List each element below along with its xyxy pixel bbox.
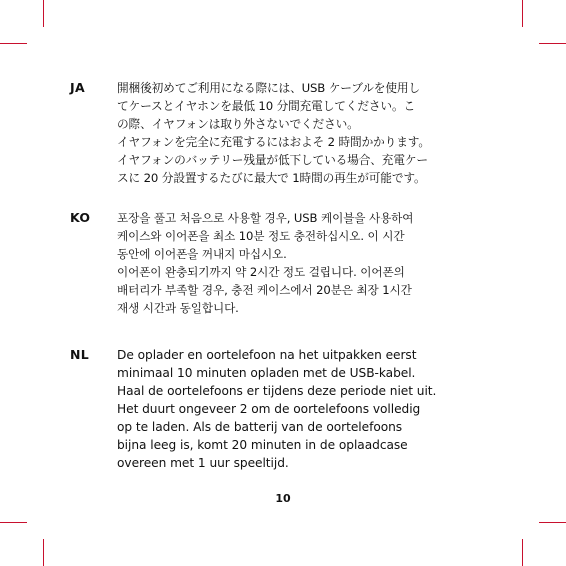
language-label: KO (70, 210, 91, 225)
text-line: 배터리가 부족할 경우, 충전 케이스에서 20분은 최장 1시간 (117, 283, 412, 297)
text-line: op te laden. Als de batterij van de oortelefoons (117, 420, 403, 434)
language-label: NL (70, 347, 90, 362)
text-line: の際、イヤフォンは取り外さないでください。 (117, 117, 359, 131)
text-line: 이어폰이 완충되기까지 약 2시간 정도 걸립니다. 이어폰의 (117, 265, 405, 279)
text-line: 동안에 이어폰을 꺼내지 마십시오. (117, 247, 287, 261)
text-line: overeen met 1 uur speeltijd. (117, 456, 289, 470)
text-line: Het duurt ongeveer 2 om de oortelefoons volledig (117, 402, 421, 416)
text-line: てケースとイヤホンを最低 10 分間充電してください。こ (117, 99, 416, 113)
section-text (117, 346, 492, 472)
text-line: 포장을 풀고 처음으로 사용할 경우, USB 케이블을 사용하여 (117, 211, 414, 225)
crop-mark-top-right-vertical (522, 0, 523, 27)
crop-mark-bottom-right-horizontal (539, 522, 566, 523)
text-line: minimaal 10 minuten opladen met de USB-kabel. (117, 366, 416, 380)
crop-mark-bottom-right-vertical (522, 539, 523, 566)
section-text (117, 209, 492, 317)
crop-mark-bottom-left-vertical (43, 539, 44, 566)
text-line: bijna leeg is, komt 20 minuten in de oplaadcase (117, 438, 408, 452)
text-line: De oplader en oortelefoon na het uitpakken eerst (117, 348, 417, 362)
section-text (117, 79, 492, 187)
crop-mark-bottom-left-horizontal (0, 522, 27, 523)
text-line: イヤフォンのバッテリー残量が低下している場合、充電ケー (117, 153, 428, 167)
text-line: 開梱後初めてご利用になる際には、USB ケーブルを使用し (117, 81, 420, 95)
language-label: JA (70, 80, 85, 95)
text-line: Haal de oortelefoons er tijdens deze periode niet uit. (117, 384, 437, 398)
text-line: 케이스와 이어폰을 최소 10분 정도 충전하십시오. 이 시간 (117, 229, 405, 243)
text-line: スに 20 分設置するたびに最大で 1時間の再生が可能です。 (117, 171, 426, 185)
crop-mark-top-left-vertical (43, 0, 44, 27)
text-line: 재생 시간과 동일합니다. (117, 301, 239, 315)
crop-mark-top-left-horizontal (0, 43, 27, 44)
text-line: イヤフォンを完全に充電するにはおよそ 2 時間かかります。 (117, 135, 430, 149)
page-number: 10 (275, 492, 291, 505)
crop-mark-top-right-horizontal (539, 43, 566, 44)
